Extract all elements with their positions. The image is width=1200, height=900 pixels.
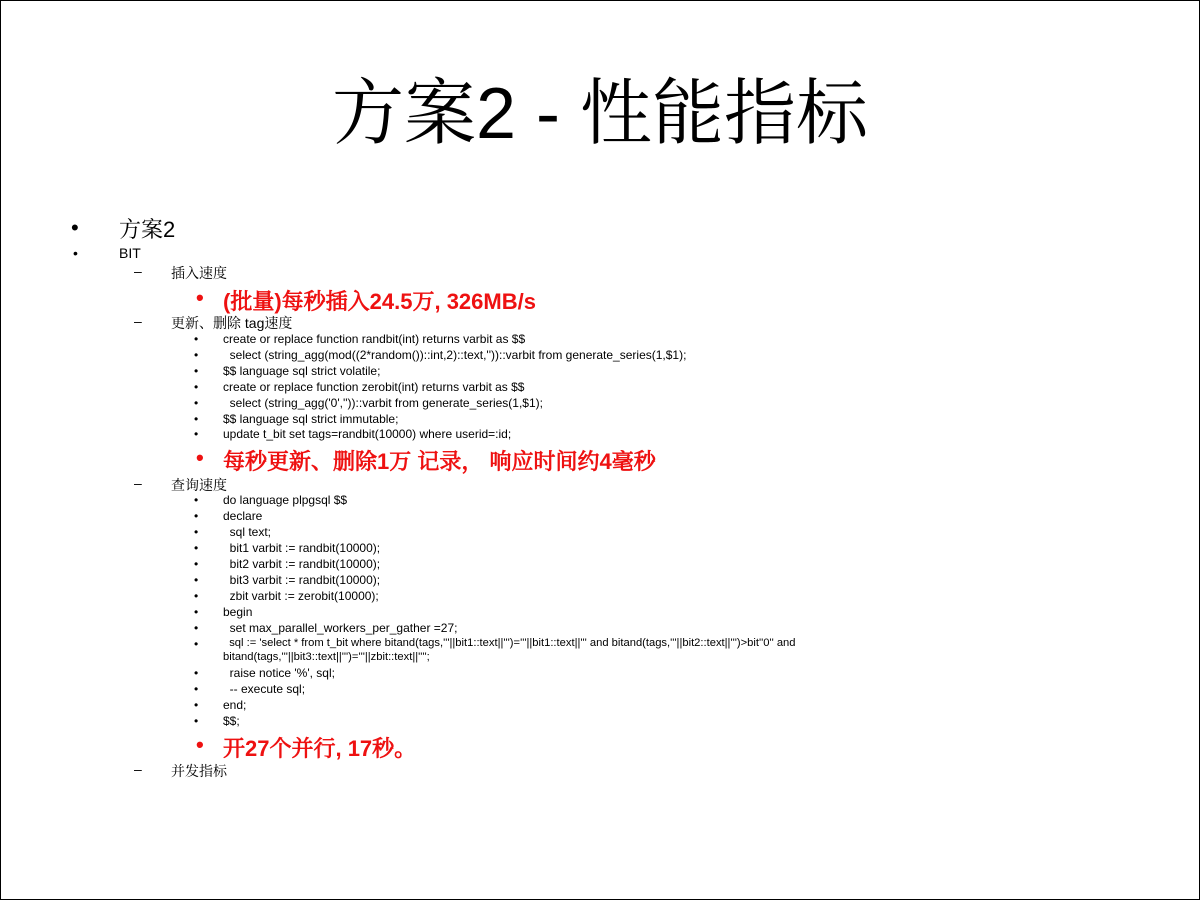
bullet-icon: • — [194, 396, 199, 410]
bullet-icon: • — [194, 666, 199, 680]
query-speed-highlight: 开27个并行, 17秒。 — [223, 736, 417, 761]
bullet-icon: • — [196, 285, 204, 310]
code-line: raise notice '%', sql; — [223, 666, 335, 680]
code-line: bitand(tags,'''||bit3::text||''')='''||zbit::text||''''; — [223, 651, 430, 663]
bullet-icon: • — [194, 682, 199, 696]
code-line: sql := 'select * from t_bit where bitand(tags,'''||bit1::text||''')='''||bit1::text||''' and bitand(tags,'''||bit2::text||''')>bit''0'' and — [223, 637, 796, 649]
code-line: update t_bit set tags=randbit(10000) where userid=:id; — [223, 427, 512, 441]
bullet-icon: • — [194, 714, 199, 728]
bullet-icon: • — [194, 427, 199, 441]
bullet-icon: • — [194, 364, 199, 378]
code-line: bit2 varbit := randbit(10000); — [223, 557, 381, 571]
bullet-icon: • — [194, 412, 199, 426]
query-speed-label: 查询速度 — [171, 477, 227, 493]
bullet-icon: • — [194, 637, 199, 651]
scheme-item: 方案2 — [119, 217, 176, 242]
bullet-icon: • — [194, 525, 199, 539]
code-line: bit1 varbit := randbit(10000); — [223, 541, 381, 555]
bullet-icon: • — [194, 332, 199, 346]
bullet-icon: • — [194, 348, 199, 362]
concurrency-label: 并发指标 — [171, 763, 227, 779]
bullet-icon: • — [194, 541, 199, 555]
code-line: sql text; — [223, 525, 272, 539]
code-line: $$ language sql strict immutable; — [223, 412, 399, 426]
code-line: create or replace function randbit(int) returns varbit as $$ — [223, 332, 526, 346]
code-line: declare — [223, 509, 263, 523]
bullet-icon: • — [194, 380, 199, 394]
bullet-icon: • — [194, 605, 199, 619]
bullet-icon: • — [194, 573, 199, 587]
bullet-icon: • — [194, 698, 199, 712]
code-line: create or replace function zerobit(int) returns varbit as $$ — [223, 380, 525, 394]
code-line: begin — [223, 605, 253, 619]
bit-item: BIT — [119, 245, 141, 261]
bullet-icon: • — [71, 215, 79, 240]
insert-speed-label: 插入速度 — [171, 265, 227, 281]
code-line: $$; — [223, 714, 240, 728]
insert-speed-highlight: (批量)每秒插入24.5万, 326MB/s — [223, 289, 536, 314]
code-line: select (string_agg(mod((2*random())::int,2)::text,''))::varbit from generate_series(1,$1); — [223, 348, 687, 362]
code-line: select (string_agg('0',''))::varbit from generate_series(1,$1); — [223, 396, 543, 410]
bullet-icon: • — [196, 732, 204, 757]
dash-icon: – — [134, 263, 142, 279]
code-line: -- execute sql; — [223, 682, 306, 696]
code-line: set max_parallel_workers_per_gather =27; — [223, 621, 458, 635]
bullet-icon: • — [73, 245, 78, 261]
dash-icon: – — [134, 761, 142, 777]
bullet-icon: • — [196, 445, 204, 470]
bullet-icon: • — [194, 621, 199, 635]
update-speed-highlight: 每秒更新、删除1万 记录， 响应时间约4毫秒 — [223, 449, 656, 474]
dash-icon: – — [134, 313, 142, 329]
code-line: zbit varbit := zerobit(10000); — [223, 589, 379, 603]
bullet-icon: • — [194, 493, 199, 507]
code-line: $$ language sql strict volatile; — [223, 364, 381, 378]
update-speed-label: 更新、删除 tag速度 — [171, 315, 293, 331]
code-line: do language plpgsql $$ — [223, 493, 348, 507]
slide-title: 方案2 - 性能指标 — [331, 74, 869, 154]
dash-icon: – — [134, 475, 142, 491]
bullet-icon: • — [194, 557, 199, 571]
bullet-icon: • — [194, 509, 199, 523]
code-line: bit3 varbit := randbit(10000); — [223, 573, 381, 587]
code-line: end; — [223, 698, 247, 712]
bullet-icon: • — [194, 589, 199, 603]
